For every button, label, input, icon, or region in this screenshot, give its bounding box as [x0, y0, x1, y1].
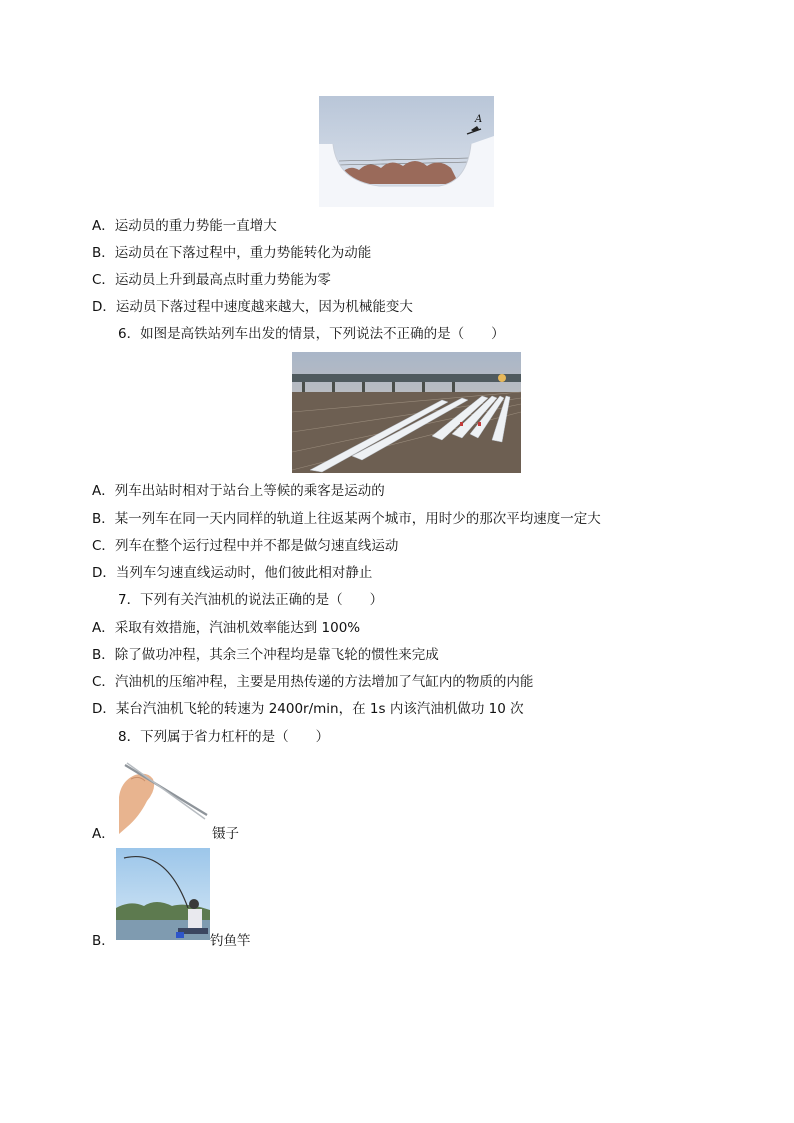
q7-option-b[interactable]: B．除了做功冲程，其余三个冲程均是靠飞轮的惯性来完成: [92, 647, 439, 663]
q5-option-b[interactable]: B．运动员在下落过程中，重力势能转化为动能: [92, 245, 372, 261]
q7-option-a[interactable]: A．采取有效措施，汽油机效率能达到 100%: [92, 620, 361, 636]
q5-option-a[interactable]: A．运动员的重力势能一直增大: [92, 218, 277, 234]
q6-stem: 6．如图是高铁站列车出发的情景，下列说法不正确的是（ ）: [118, 326, 505, 342]
q8-option-a-label-row: [92, 822, 115, 842]
q8-option-b-label[interactable]: B．: [92, 933, 115, 949]
q8-option-a-text[interactable]: 镊子: [212, 826, 239, 842]
q6-option-d[interactable]: D．当列车匀速直线运动时，他们彼此相对静止: [92, 565, 373, 581]
q5-option-c[interactable]: C．运动员上升到最高点时重力势能为零: [92, 272, 331, 288]
tweezers-figure: [117, 757, 210, 834]
q8-stem: 8．下列属于省力杠杆的是（ ）: [118, 729, 330, 745]
q7-option-c[interactable]: C．汽油机的压缩冲程，主要是用热传递的方法增加了气缸内的物质的内能: [92, 674, 534, 690]
q5-option-d[interactable]: D．运动员下落过程中速度越来越大，因为机械能变大: [92, 299, 413, 315]
q7-option-d[interactable]: D．某台汽油机飞轮的转速为 2400r/min，在 1s 内该汽油机做功 10 次: [92, 701, 524, 717]
halfpipe-figure: [319, 96, 494, 207]
q6-option-b[interactable]: B．某一列车在同一天内同样的轨道上往返某两个城市，用时少的那次平均速度一定大: [92, 511, 601, 527]
train-station-figure: [292, 352, 521, 473]
q7-stem: 7．下列有关汽油机的说法正确的是（ ）: [118, 592, 384, 608]
q6-option-c[interactable]: C．列车在整个运行过程中并不都是做匀速直线运动: [92, 538, 399, 554]
q8-option-b-label-row: [92, 929, 115, 949]
figure-label-a: A: [475, 114, 483, 125]
q6-option-a[interactable]: A．列车出站时相对于站台上等候的乘客是运动的: [92, 483, 385, 499]
q8-option-a-label[interactable]: A．: [92, 826, 115, 842]
q8-option-b-text[interactable]: 钓鱼竿: [210, 933, 251, 949]
fishing-rod-figure: [116, 848, 210, 940]
